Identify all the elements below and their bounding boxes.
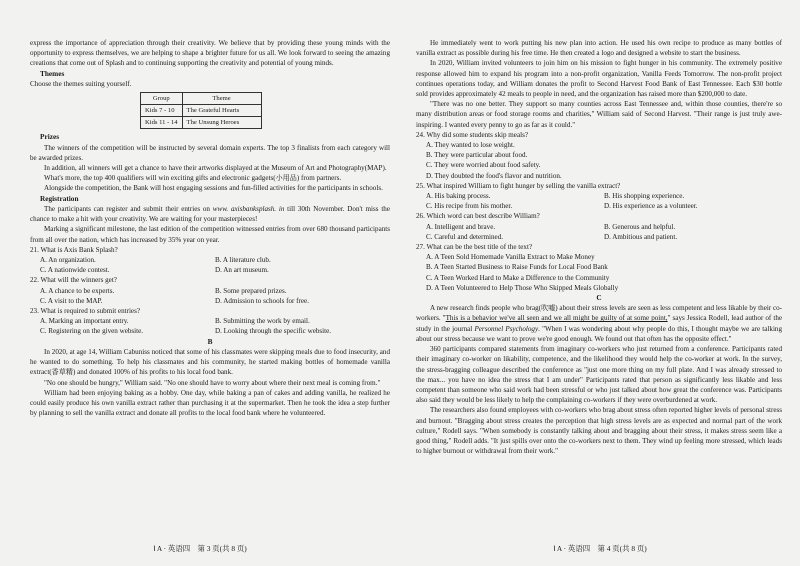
question-22: 22. What will the winners get? [30,276,117,285]
question-25-options [416,191,782,211]
question-22-options [30,286,390,306]
journal-name: Personnel Psychology [474,324,539,333]
reg-text: till 30th November. Don't miss the chance to make a hit with your creativity. We are waiting for your masterpieces! [30,205,390,224]
prizes-paragraph: Alongside the competition, the Bank will host engaging sessions and fun-filled activities for the participants in schools. [44,184,383,193]
question-24-options [416,140,782,181]
option: B. They were particular about food. [426,151,528,160]
option: B. Some prepared prizes. [215,286,287,295]
table-row [141,117,262,129]
question-23: 23. What is required to submit entries? [30,307,140,316]
table-cell: The Unsung Heroes [182,117,261,129]
question-26-options [416,222,782,242]
prizes-paragraph: In addition, all winners will get a chance to have their artworks displayed at the Museum of Art and Photography(MAP). [44,164,387,173]
option: B. Generous and helpful. [604,222,676,231]
option: D. An art museum. [215,266,269,275]
page-footer: Ⅰ A · 英语四 第 4 页(共 8 页) [553,544,647,553]
option: C. A visit to the MAP. [40,296,103,305]
option: C. A nationwide contest. [40,266,110,275]
option: D. Admission to schools for free. [215,296,309,305]
intro-paragraph: express the importance of appreciation through their creativity. We believe that by providing these young minds with the opportunity to express themselves, we are helping to shape a brighter future for us all. We look forward to seeing the amazing creations that come out of Splash and to continuing supporting the creativity and potential of young minds. [30,39,390,68]
option: D. They doubted the food's flavor and nutrition. [426,171,562,180]
c-text: " says Jessica Rodell, lead author of the study in the journal [416,314,783,333]
option: D. His experience as a volunteer. [604,202,698,211]
option: A. Marking an important entry. [40,317,129,326]
underlined-sentence: This is a behavior we've all seen and we all might be guilty of at some point, [445,314,668,323]
option: A. An organization. [40,256,96,265]
option: C. Registering on the given website. [40,327,144,336]
table-header-theme: Theme [182,93,261,105]
registration-paragraph: Marking a significant milestone, the last edition of the competition witnessed entries from over 680 thousand participants from all over the nation, which has increased by 35% year on year. [30,225,390,244]
passage-c-paragraph: 360 participants compared statements from imaginary co-workers who just returned from a conference. Participants rated their imaginary co-worker on likability, competence, and the likelihood they would help the co-worker at work. In the survey, the stress-bragging colleague described the conference as "just one more thing on my full plate. And I was already stressed to the max... you have no idea the stress that I am under" Participants rated that person as significantly less likable and less competent than someone who said work had been stressful or who just talked about how great the conference was. Participants also said they would be less likely to help the complaining co-workers if they were overburdened at work. [416,345,782,405]
section-c-label: C [596,293,602,303]
registration-url: www. axisbanksplash. in [212,205,285,214]
passage-b-paragraph: "There was no one better. They support so many counties across East Tennessee and, within those counties, there're so many distribution areas or food storage rooms and charities," William said of Second Harvest. "Their range is just truly awe-inspiring. I wanted every penny to go as far as it could." [416,100,782,129]
passage-c-paragraph: The researchers also found employees with co-workers who brag about stress often reported higher levels of personal stress and burnout. "Bragging about stress creates the perception that high stress levels are as expected and normal part of the work culture," Rodell says. "When somebody is constantly talking about and bragging about their stress, it makes stress seem like a good thing," Rodell adds. "It just spills over onto the co-workers next to them. They wind up feeling more stressed, which leads to higher burnout or withdrawal from their work." [416,406,782,456]
question-27: 27. What can be the best title of the text? [416,243,533,252]
option: B. Submitting the work by email. [215,317,310,326]
prizes-heading: Prizes [40,132,60,142]
passage-b-paragraph: William had been enjoying baking as a hobby. One day, while baking a pan of cakes and adding vanilla, he realized he could easily produce his own vanilla extract rather than purchasing it at the supermarket. Then he took the idea a step further by planning to sell the vanilla extract and donate all profits to the local food bank where he volunteered. [30,388,390,418]
passage-b-paragraph: "No one should be hungry," William said. "No one should have to worry about where their next meal is coming from." [44,378,381,387]
themes-table [140,92,262,129]
themes-heading: Themes [40,68,65,78]
reg-text: The participants can register and submit their entries on [44,205,213,214]
prizes-paragraph: What's more, the top 400 qualifiers will win exciting gifts and electronic gadgets(小用品) from partners. [44,174,342,183]
page-footer: Ⅰ A · 英语四 第 3 页(共 8 页) [153,544,247,553]
question-25: 25. What inspired William to fight hunger by selling the vanilla extract? [416,181,621,190]
option: A. They wanted to lose weight. [426,141,515,150]
table-header-group: Group [141,93,183,105]
option: B. A Teen Started Business to Raise Funds for Local Food Bank [426,263,608,272]
table-row [141,105,262,117]
c-text: . "When I was wondering about why people do this, I thought maybe we are talking about our stress because we want to prove we're good enough. We found out that often has the opposite effect." [416,324,783,343]
table-cell: The Grateful Hearts [182,105,261,117]
option: C. Careful and determined. [426,232,504,241]
registration-heading: Registration [40,193,79,203]
option: A. A chance to be experts. [40,286,115,295]
option: A. Intelligent and brave. [426,222,496,231]
option: C. They were worried about food safety. [426,161,541,170]
question-21: 21. What is Axis Bank Splash? [30,245,118,254]
table-cell: Kids 7 - 10 [141,105,183,117]
passage-c-paragraph [416,303,782,344]
registration-paragraph [30,204,390,224]
option: A. His baking process. [426,192,491,201]
option: D. Looking through the specific website. [215,327,332,336]
question-21-options [30,255,390,275]
question-24: 24. Why did some students skip meals? [416,130,528,139]
option: A. A Teen Sold Homemade Vanilla Extract to Make Money [426,253,595,262]
right-page [400,0,800,566]
prizes-paragraph: The winners of the competition will be instructed by several domain experts. The top 3 finalists from each category will be awarded prizes. [30,143,390,162]
option: B. His shopping experience. [604,192,685,201]
c-text: A new research finds people who brag(吹嘘) about their stress levels are seen as less competent and less likable by their co-workers. " [416,304,783,323]
passage-b-paragraph: In 2020, William invited volunteers to join him on his mission to fight hunger in his community. The extremely positive response allowed him to expand his program into a non-profit organization, Vanilla Feeds Tomorrow. The non-profit project continues operations today, and William donates the profit to Second Harvest Food Bank of East Tennessee. Each $30 bottle sold provides approximately 42 meals to people in need, and the organization has raised more than $200,000 to date. [416,59,782,99]
question-26: 26. Which word can best describe William? [416,212,540,221]
section-b-label: B [207,336,213,346]
table-cell: Kids 11 - 14 [141,117,183,129]
question-23-options [30,316,390,336]
option: C. A Teen Worked Hard to Make a Difference to the Community [426,273,610,282]
passage-b-paragraph: In 2020, at age 14, William Cabuniss noticed that some of his classmates were skipping meals due to food insecurity, and he wanted to do something. To help his classmates and his community, he started making bottles of homemade vanilla extract(香草精) and donated 100% of his profits to his local food bank. [30,347,390,377]
themes-instruction: Choose the themes suiting yourself. [30,80,132,89]
option: D. A Teen Volunteered to Help Those Who Skipped Meals Globally [426,283,619,292]
option: D. Ambitious and patient. [604,232,678,241]
option: C. His recipe from his mother. [426,202,513,211]
passage-b-paragraph: He immediately went to work putting his new plan into action. He used his own recipe to produce as many bottles of vanilla extract as possible during his free time. He then created a logo and designed a website to start the business. [416,39,782,58]
question-27-options [416,252,782,293]
option: B. A literature club. [215,256,271,265]
